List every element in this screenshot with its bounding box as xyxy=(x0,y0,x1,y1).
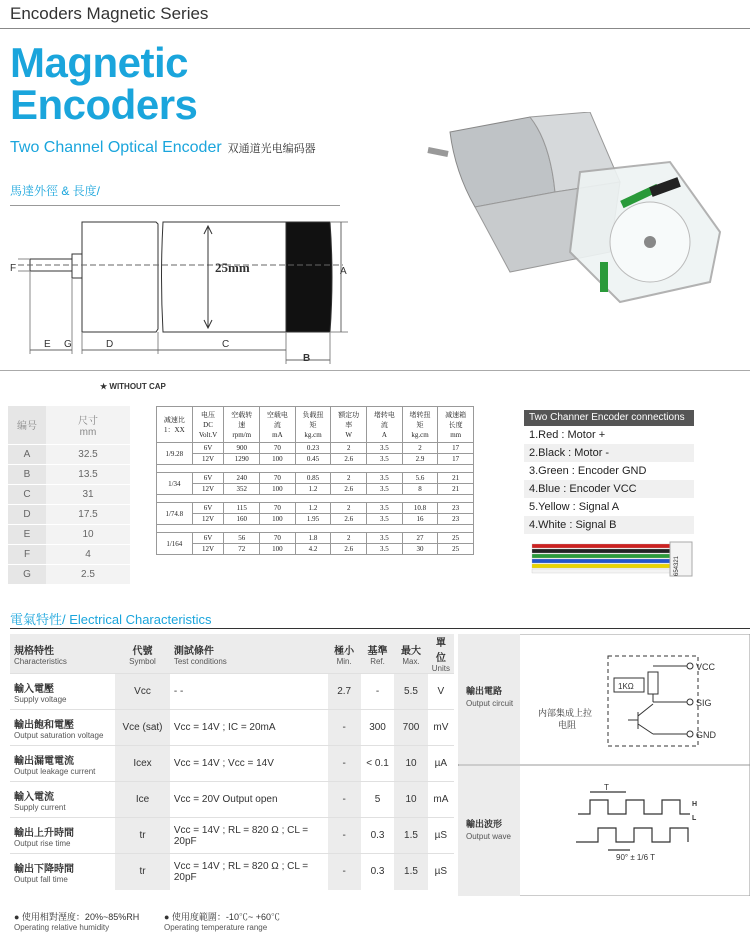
gear-cell: 352 xyxy=(224,484,260,495)
list-item: 2.Black : Motor - xyxy=(524,444,694,462)
list-item: 5.Yellow : Signal A xyxy=(529,501,620,513)
spacer-row xyxy=(157,495,474,503)
table-row xyxy=(157,544,474,555)
table-row xyxy=(157,454,474,465)
gear-header-text: 负载扭 xyxy=(302,410,324,419)
gear-cell: 0.85 xyxy=(295,473,331,484)
humidity-en: Operating relative humidity xyxy=(14,923,110,932)
gear-cell: 100 xyxy=(260,484,296,495)
characteristic-en: Output leakage current xyxy=(14,766,96,776)
size-key: A xyxy=(8,444,46,464)
size-key: D xyxy=(8,504,46,524)
gear-cell: 2 xyxy=(402,443,438,454)
header-test-en: Test conditions xyxy=(173,656,227,666)
ref-cell: 0.3 xyxy=(361,854,394,890)
gear-header-cell xyxy=(402,407,438,443)
divider xyxy=(10,205,340,206)
encoder-cable-image xyxy=(530,540,695,578)
gear-cell: 2 xyxy=(331,443,367,454)
table-row xyxy=(157,514,474,525)
resistor-label: 1KΩ xyxy=(618,682,634,691)
gear-header-cell xyxy=(260,407,296,443)
header-min-zh: 極小 xyxy=(334,645,355,657)
gear-cell: 70 xyxy=(260,533,296,544)
gear-cell: 2 xyxy=(331,503,367,514)
characteristic-zh: 輸出上升時間 xyxy=(14,827,74,839)
gear-header-text: mA xyxy=(272,430,283,439)
characteristic-zh: 輸出漏電電流 xyxy=(14,755,74,767)
min-cell: - xyxy=(328,818,361,854)
gear-cell: 70 xyxy=(260,503,296,514)
size-key: B xyxy=(8,464,46,484)
wire xyxy=(532,549,670,553)
size-value: 32.5 xyxy=(46,444,130,464)
size-header-value xyxy=(46,406,130,444)
gear-cell: 17 xyxy=(438,454,474,465)
characteristic-en: Supply voltage xyxy=(14,694,67,704)
characteristic-zh: 輸出下降時間 xyxy=(14,863,74,875)
header-min-en: Min. xyxy=(336,656,352,666)
gear-header-text: 电压 xyxy=(201,410,216,419)
encoder-connections-title: Two Channer Encoder connections xyxy=(524,410,694,426)
gear-cell: 1.95 xyxy=(295,514,331,525)
gear-cell: 1.8 xyxy=(295,533,331,544)
size-value: 10 xyxy=(46,524,130,544)
characteristic-cell xyxy=(10,818,115,854)
gear-cell: 56 xyxy=(224,533,260,544)
max-cell: 700 xyxy=(394,710,428,746)
subtitle-cn: 双通道光电编码器 xyxy=(227,143,316,155)
sym-cell: Icex xyxy=(115,746,170,782)
gear-cell: 6V xyxy=(192,473,224,484)
output-circuit-zh: 輸出電路 xyxy=(466,686,503,696)
gear-header-text: A xyxy=(381,430,387,439)
circuit-note-1: 内部集成上拉 xyxy=(538,708,593,718)
gear-header-text: 流 xyxy=(273,420,281,429)
unit-cell: µA xyxy=(428,746,454,782)
header-sym-zh: 代號 xyxy=(132,645,153,657)
characteristic-cell xyxy=(10,710,115,746)
gear-header-text: DC xyxy=(203,420,213,429)
gear-cell: 3.5 xyxy=(367,514,403,525)
encoder-connections xyxy=(524,410,694,534)
table-row xyxy=(10,818,454,854)
max-cell: 5.5 xyxy=(394,674,428,710)
list-item: 3.Green : Encoder GND xyxy=(529,465,647,477)
size-value: 13.5 xyxy=(46,464,130,484)
subtitle-en: Two Channel Optical Encoder xyxy=(10,139,222,156)
ref-cell: < 0.1 xyxy=(361,746,394,782)
gear-header-text: 空载转 xyxy=(231,410,253,419)
gear-cell: 2.6 xyxy=(331,454,367,465)
sym-cell: tr xyxy=(115,854,170,890)
gear-header-cell xyxy=(295,407,331,443)
unit-cell: µS xyxy=(428,818,454,854)
sig-label: SIG xyxy=(696,698,712,708)
table-row xyxy=(10,854,454,890)
unit-cell: mV xyxy=(428,710,454,746)
gear-cell: 160 xyxy=(224,514,260,525)
gear-cell: 6V xyxy=(192,443,224,454)
divider xyxy=(10,628,750,629)
cond-cell: - - xyxy=(170,674,328,710)
max-cell: 10 xyxy=(394,746,428,782)
gear-header-cell xyxy=(157,407,193,443)
cond-cell: Vcc = 14V ; RL = 820 Ω ; CL = 20pF xyxy=(170,818,328,854)
sym-cell: Vcc xyxy=(115,674,170,710)
list-item: 1.Red : Motor + xyxy=(529,429,606,441)
title-line-1: Magnetic xyxy=(10,39,189,86)
header-ref-zh: 基準 xyxy=(367,645,388,657)
spacer-cell xyxy=(157,465,474,473)
gear-header-text: 1：XX xyxy=(164,425,185,434)
wire xyxy=(532,564,670,568)
header-unit-en: Units xyxy=(431,664,450,673)
gear-header-text: 速 xyxy=(238,420,246,429)
header-sym-en: Symbol xyxy=(129,656,156,666)
series-title: Encoders Magnetic Series xyxy=(10,4,209,23)
gear-cell: 100 xyxy=(260,544,296,555)
characteristic-zh: 輸出飽和電壓 xyxy=(14,719,74,731)
table-header-row xyxy=(10,634,454,674)
cond-cell: Vcc = 14V ; RL = 820 Ω ; CL = 20pF xyxy=(170,854,328,890)
gear-cell: 2 xyxy=(331,473,367,484)
spacer-row xyxy=(157,465,474,473)
size-value: 17.5 xyxy=(46,504,130,524)
circuit-note-2: 电阻 xyxy=(558,720,577,730)
size-key: E xyxy=(8,524,46,544)
output-wave-zh: 輸出波形 xyxy=(466,819,503,829)
title-line-2: Encoders xyxy=(10,81,198,128)
sym-cell: Vce (sat) xyxy=(115,710,170,746)
gear-cell: 12V xyxy=(192,544,224,555)
humidity-zh: ● 使用相對溼度：20%~85%RH xyxy=(14,912,140,922)
size-key: C xyxy=(8,484,46,504)
min-cell: - xyxy=(328,782,361,818)
gear-cell: 100 xyxy=(260,454,296,465)
characteristic-cell xyxy=(10,746,115,782)
characteristic-cell xyxy=(10,782,115,818)
gear-header-text: 减速箱 xyxy=(445,410,467,419)
dim-letter-a: A xyxy=(340,266,347,277)
gear-cell: 17 xyxy=(438,443,474,454)
list-item: 4.Blue : Encoder VCC xyxy=(524,480,694,498)
header-test-zh: 測試條件 xyxy=(173,645,214,657)
header-char-zh: 規格特性 xyxy=(14,645,54,657)
size-value: 4 xyxy=(46,544,130,564)
divider xyxy=(0,28,750,29)
size-key: G xyxy=(8,564,46,584)
dim-letter-e: E xyxy=(44,339,51,350)
gear-cell: 115 xyxy=(224,503,260,514)
gear-header-text: 矩 xyxy=(309,420,317,429)
wire xyxy=(532,554,670,558)
gear-cell: 240 xyxy=(224,473,260,484)
gear-cell: 1290 xyxy=(224,454,260,465)
gear-cell: 3.5 xyxy=(367,533,403,544)
dim-letter-d: D xyxy=(106,339,114,350)
characteristic-zh: 輸入電壓 xyxy=(14,683,54,695)
electrical-table xyxy=(10,634,454,890)
gear-cell: 16 xyxy=(402,514,438,525)
gear-cell: 3.5 xyxy=(367,484,403,495)
min-cell: - xyxy=(328,746,361,782)
gear-header-text: 流 xyxy=(380,420,388,429)
gear-header-text: 额定功 xyxy=(338,410,360,419)
encoder-connection-list xyxy=(524,426,694,534)
gear-header-text: 堵转电 xyxy=(373,410,395,419)
wire xyxy=(532,544,670,548)
gear-cell: 1.2 xyxy=(295,484,331,495)
header-max-en: Max. xyxy=(402,656,420,666)
table-row xyxy=(157,473,474,484)
gear-cell: 3.5 xyxy=(367,443,403,454)
gear-header-text: W xyxy=(345,430,352,439)
wave-t-label: T xyxy=(604,783,609,792)
size-key: F xyxy=(8,544,46,564)
gear-header-text: kg.cm xyxy=(411,430,429,439)
gear-cell: 23 xyxy=(438,503,474,514)
diameter-label: 25mm xyxy=(215,260,250,275)
gear-header-text: 矩 xyxy=(416,420,424,429)
subtitle xyxy=(10,139,316,157)
dimension-drawing xyxy=(8,214,353,366)
gear-ratio: 1/9.28 xyxy=(157,443,193,465)
gear-cell: 100 xyxy=(260,514,296,525)
page-title xyxy=(10,39,198,128)
cond-cell: Vcc = 14V ; IC = 20mA xyxy=(170,710,328,746)
table-row xyxy=(157,503,474,514)
vcc-label: VCC xyxy=(696,662,716,672)
unit-cell: mA xyxy=(428,782,454,818)
gear-cell: 25 xyxy=(438,544,474,555)
gear-cell: 4.2 xyxy=(295,544,331,555)
wave-phase-label: 90° ± 1/6 T xyxy=(616,853,656,862)
spacer-cell xyxy=(157,525,474,533)
gnd-label: GND xyxy=(696,730,716,740)
characteristic-en: Output fall time xyxy=(14,874,68,884)
characteristic-en: Output rise time xyxy=(14,838,71,848)
gear-cell: 23 xyxy=(438,514,474,525)
wire xyxy=(532,569,670,573)
gear-cell: 5.6 xyxy=(402,473,438,484)
characteristic-cell xyxy=(10,854,115,890)
table-row xyxy=(10,674,454,710)
gear-header-text: rpm/m xyxy=(232,430,252,439)
gear-cell: 3.5 xyxy=(367,544,403,555)
table-row xyxy=(8,484,130,504)
size-header-value-1: 尺寸 xyxy=(78,415,98,427)
sym-cell: tr xyxy=(115,818,170,854)
gear-cell: 72 xyxy=(224,544,260,555)
cable-label: 654321 xyxy=(674,555,680,576)
table-row xyxy=(10,746,454,782)
unit-cell: µS xyxy=(428,854,454,890)
max-cell: 1.5 xyxy=(394,818,428,854)
gear-header-text: 长度 xyxy=(448,420,463,429)
ref-cell: 5 xyxy=(361,782,394,818)
table-row xyxy=(8,504,130,524)
spacer-row xyxy=(157,525,474,533)
gear-header-text: 堵转扭 xyxy=(409,410,431,419)
humidity-note xyxy=(14,910,139,932)
gear-cell: 900 xyxy=(224,443,260,454)
max-cell: 10 xyxy=(394,782,428,818)
characteristic-cell xyxy=(10,674,115,710)
gear-header-text: kg.cm xyxy=(304,430,322,439)
ref-cell: 0.3 xyxy=(361,818,394,854)
spacer-cell xyxy=(157,495,474,503)
header-char-en: Characteristics xyxy=(14,656,67,666)
gear-cell: 30 xyxy=(402,544,438,555)
gear-header-cell xyxy=(438,407,474,443)
dim-letter-b: B xyxy=(303,353,311,364)
size-table xyxy=(8,406,130,585)
table-row xyxy=(10,710,454,746)
table-row xyxy=(157,443,474,454)
gear-header-text: Volt.V xyxy=(198,430,218,439)
gear-ratio: 1/34 xyxy=(157,473,193,495)
gear-ratio: 1/74.8 xyxy=(157,503,193,525)
temp-en: Operating temperature range xyxy=(164,923,268,932)
gear-cell: 3.5 xyxy=(367,503,403,514)
gear-header-text: 率 xyxy=(345,420,353,429)
wave-l-label: L xyxy=(692,815,697,822)
without-cap-note: ★ WITHOUT CAP xyxy=(100,382,166,391)
gear-cell: 6V xyxy=(192,503,224,514)
table-row xyxy=(8,444,130,464)
gear-cell: 70 xyxy=(260,443,296,454)
output-circuit-panel xyxy=(458,634,750,896)
gear-spec-table xyxy=(156,406,474,555)
wave-h-label: H xyxy=(692,801,698,808)
table-row xyxy=(8,464,130,484)
gear-header-text: mm xyxy=(450,430,462,439)
table-row xyxy=(8,544,130,564)
gear-cell: 10.8 xyxy=(402,503,438,514)
min-cell: 2.7 xyxy=(328,674,361,710)
gear-cell: 2.9 xyxy=(402,454,438,465)
gear-cell: 0.45 xyxy=(295,454,331,465)
table-header-row xyxy=(157,407,474,443)
sym-cell: Ice xyxy=(115,782,170,818)
ref-cell: 300 xyxy=(361,710,394,746)
min-cell: - xyxy=(328,710,361,746)
output-wave-en: Output wave xyxy=(466,832,511,841)
gear-header-cell xyxy=(367,407,403,443)
wire xyxy=(532,559,670,563)
gear-cell: 21 xyxy=(438,473,474,484)
header-unit-zh: 單位 xyxy=(435,638,446,664)
gear-cell: 2.6 xyxy=(331,514,367,525)
header-max-zh: 最大 xyxy=(401,645,421,657)
temperature-note xyxy=(164,910,280,932)
gear-cell: 3.5 xyxy=(367,454,403,465)
gear-cell: 3.5 xyxy=(367,473,403,484)
gear-cell: 12V xyxy=(192,514,224,525)
cond-cell: Vcc = 20V Output open xyxy=(170,782,328,818)
gear-cell: 2.6 xyxy=(331,484,367,495)
motor-photo xyxy=(420,112,745,312)
gear-cell: 6V xyxy=(192,533,224,544)
gear-cell: 12V xyxy=(192,454,224,465)
gear-cell: 0.23 xyxy=(295,443,331,454)
gear-ratio: 1/164 xyxy=(157,533,193,555)
gear-header-cell xyxy=(224,407,260,443)
gear-cell: 21 xyxy=(438,484,474,495)
gear-cell: 8 xyxy=(402,484,438,495)
table-row xyxy=(157,533,474,544)
dim-letter-f: F xyxy=(10,263,17,274)
gear-cell: 2.6 xyxy=(331,544,367,555)
characteristic-zh: 輸入電流 xyxy=(14,791,54,803)
divider xyxy=(0,370,750,371)
size-header-value-2: mm xyxy=(79,426,97,438)
table-row xyxy=(157,484,474,495)
gear-cell: 70 xyxy=(260,473,296,484)
cond-cell: Vcc = 14V ; Vcc = 14V xyxy=(170,746,328,782)
gear-header-text: 空载电 xyxy=(266,410,288,419)
header-ref-en: Ref. xyxy=(370,656,385,666)
table-row xyxy=(10,782,454,818)
output-circuit-en: Output circuit xyxy=(466,699,514,708)
table-row xyxy=(8,564,130,584)
gear-cell: 27 xyxy=(402,533,438,544)
dim-letter-c: C xyxy=(222,339,230,350)
ref-cell: - xyxy=(361,674,394,710)
temp-zh: ● 使用度範圍：-10℃~ +60℃ xyxy=(164,912,280,922)
electrical-title: 電氣特性/ Electrical Characteristics xyxy=(10,612,212,627)
gear-cell: 12V xyxy=(192,484,224,495)
gear-cell: 2 xyxy=(331,533,367,544)
dim-letter-g: G xyxy=(64,339,72,350)
size-header-key: 编号 xyxy=(8,406,46,444)
size-value: 31 xyxy=(46,484,130,504)
table-row xyxy=(8,524,130,544)
min-cell: - xyxy=(328,854,361,890)
characteristic-en: Supply current xyxy=(14,802,66,812)
gear-header-cell xyxy=(331,407,367,443)
list-item: 4.White : Signal B xyxy=(524,516,694,534)
characteristic-en: Output saturation voltage xyxy=(14,730,104,740)
gear-cell: 25 xyxy=(438,533,474,544)
gear-cell: 1.2 xyxy=(295,503,331,514)
max-cell: 1.5 xyxy=(394,854,428,890)
gear-header-text: 减速比 xyxy=(163,415,185,424)
gear-header-cell xyxy=(192,407,224,443)
unit-cell: V xyxy=(428,674,454,710)
dimensions-label: 馬達外徑 & 長度/ xyxy=(10,184,101,198)
size-value: 2.5 xyxy=(46,564,130,584)
